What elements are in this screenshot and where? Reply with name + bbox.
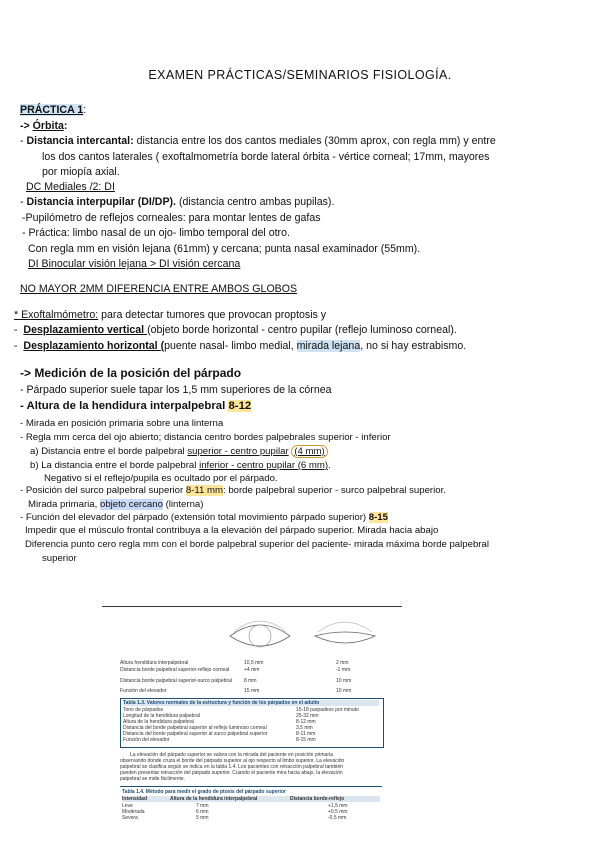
table-1-3-title: Tabla 1.3. Valores normales de la estructura y función de los párpados en el adulto (123, 700, 379, 706)
text-line (14, 309, 326, 322)
table-cell: Severa (122, 815, 138, 821)
text-line: DI Binocular visión lejana > DI visión cercana (28, 258, 241, 270)
text-line (20, 400, 251, 413)
figure-paragraph-line: pueden presentar retracción del párpado superior. Cuando el paciente mira hacia abajo, la elevación (120, 770, 343, 776)
text-line (20, 484, 446, 497)
figure-row-a: 10,5 mm (244, 660, 264, 666)
figure-row-a: 15 mm (244, 688, 260, 694)
superior-centro-pupilar: superior - centro pupilar (187, 446, 289, 457)
ptosis-eye-crease (318, 622, 372, 632)
altura-hendidura-value: 8-12 (228, 400, 252, 412)
page-title: EXAMEN PRÁCTICAS/SEMINARIOS FISIOLOGÍA. (148, 68, 452, 82)
figure-row-a: 8 mm (244, 678, 257, 684)
text-line: - Desplazamiento vertical (objeto borde horizontal - centro pupilar (reflejo luminoso corneal). (14, 324, 457, 336)
figure-row-b: 10 mm (336, 688, 352, 694)
table-cell: Altura de la hendidura palpebral (123, 719, 194, 725)
orbita-label: Órbita (32, 120, 64, 132)
table-cell: Función del elevador (123, 737, 170, 743)
text-line: Impedir que el músculo frontal contribuya a la elevación del párpado superior. Mirada hacia abajo (25, 525, 439, 536)
orbita-heading (20, 120, 67, 133)
linterna-text: (linterna) (162, 499, 204, 510)
orbita-arrow: -> (20, 120, 33, 132)
practica-colon: : (83, 104, 87, 116)
text-line (30, 459, 331, 472)
intercantal-text: distancia entre los dos cantos mediales (30mm aprox, con regla mm) y entre (133, 135, 496, 147)
table-cell: 8-12 mm (296, 719, 316, 725)
table-cell: Tono de párpados (123, 707, 164, 713)
table-cell: Longitud de la hendidura palpebral (123, 713, 201, 719)
table-cell: 25-32 mm (296, 713, 319, 719)
text-line: NO MAYOR 2MM DIFERENCIA ENTRE AMBOS GLOBOS (20, 283, 298, 295)
open-eye-crease (234, 621, 286, 632)
text-line: -Pupilómetro de reflejos corneales: para montar lentes de gafas (22, 212, 321, 224)
inferior-centro-pupilar: inferior - centro pupilar (6 mm) (199, 460, 329, 471)
desplazamiento-horizontal-end: , no si hay estrabismo. (360, 340, 467, 352)
table-1-4-title: Tabla 1.4. Método para medir el grado de ptosis del párpado superior (122, 789, 286, 795)
text-line: - Párpado superior suele tapar los 1,5 mm superiores de la córnea (20, 384, 332, 396)
text-line: Diferencia punto cero regla mm con el borde palpebral superior del paciente- mirada máxima borde palpebral (25, 539, 489, 550)
mirada-primaria-text: Mirada primaria, (28, 499, 100, 510)
distancia-b-end: . (328, 460, 331, 471)
table-1-3 (120, 698, 384, 748)
figure-rule (102, 606, 402, 607)
table-row (122, 815, 347, 821)
figure-row-b: 10 mm (336, 678, 352, 684)
practica-heading (20, 104, 86, 117)
ptosis-eye-outline (315, 632, 375, 643)
figure-row-b: -1 mm (336, 667, 351, 673)
figure-paragraph-line: palpebral se mide fácilmente. (120, 776, 186, 782)
orbita-colon: : (63, 120, 68, 132)
table-cell: 3,5 mm (296, 725, 313, 731)
mirada-lejana-highlight: mirada lejana (296, 340, 361, 352)
desplazamiento-vertical-text: (objeto borde horizontal - centro pupilar (reflejo luminoso corneal). (147, 324, 457, 336)
figure-paragraph-line: La elevación del párpado superior se valora con la mirada del paciente en posición primaria (130, 752, 333, 758)
table-cell: +1,5 mm (328, 803, 348, 809)
figure-row-label: Función del elevador (120, 688, 167, 694)
desplazamiento-horizontal-label: Desplazamiento horizontal ( (23, 340, 165, 352)
surco-label: - Posición del surco palpebral superior (20, 485, 186, 496)
text-line (28, 498, 203, 511)
text-line (30, 445, 328, 458)
open-eye-iris (249, 625, 271, 647)
text-line: superior (42, 553, 77, 564)
figure-row-label: Altura hendidura interpalpebral (120, 660, 189, 666)
practica-label: PRÁCTICA 1 (20, 104, 84, 116)
desplazamiento-horizontal-text: puente nasal- limbo medial, (164, 340, 297, 352)
exoftalmometro-text: para detectar tumores que provocan proptosis y (98, 309, 327, 321)
table-cell: Distancia del borde palpebral superior al surco palpebral superior (123, 731, 268, 737)
table-cell: Distancia del borde palpebral superior al reflejo luminoso corneal (123, 725, 267, 731)
figure-row (120, 660, 349, 666)
table-cell: 5 mm (196, 815, 209, 821)
text-line: - Mirada en posición primaria sobre una linterna (20, 418, 224, 429)
text-line (20, 511, 388, 524)
table-cell: 7 mm (196, 803, 209, 809)
section-heading: -> Medición de la posición del párpado (20, 366, 242, 380)
figure-row-label: Distancia borde palpebral superior-reflejo corneal (120, 667, 230, 673)
text-line: - Desplazamiento horizontal (puente nasal- limbo medial, mirada lejana, no si hay estrabismo. (14, 340, 467, 352)
exoftalmometro-label: * Exoftalmómetro: (14, 309, 99, 321)
figure-row (120, 678, 352, 684)
table-1-4-header (122, 796, 380, 802)
figure-row (120, 688, 352, 694)
interpupilar-label: Distancia interpupilar (DI/DP). (26, 196, 176, 208)
distancia-b-text: b) La distancia entre el borde palpebral (30, 460, 200, 471)
text-line: los dos cantos laterales ( exoftalmometría borde lateral órbita - vértice corneal; 17mm, mayores (42, 151, 490, 163)
desplazamiento-vertical-label: Desplazamiento vertical (23, 324, 148, 336)
text-line: Con regla mm en visión lejana (61mm) y cercana; punta nasal examinador (55mm). (28, 243, 421, 255)
altura-hendidura-label: - Altura de la hendidura interpalpebral (20, 400, 229, 412)
table-header-cell: Intensidad (122, 796, 148, 802)
table-cell: Leve (122, 803, 133, 809)
text-line: - Distancia intercantal: distancia entre los dos cantos mediales (30mm aprox, con regla mm) y entre (20, 135, 496, 147)
objeto-cercano-highlight: objeto cercano (99, 499, 163, 510)
interpupilar-text: (distancia centro ambas pupilas). (176, 196, 335, 208)
figure-paragraph-line: observando donde cruza el borde del párpado superior al ojo respecto al limbo superior. La elevación (120, 758, 345, 764)
text-line: - Práctica: limbo nasal de un ojo- limbo temporal del otro. (22, 227, 290, 239)
textbook-figure (120, 600, 385, 846)
figure-paragraph-line: palpebral se clasifica según se indica en la tabla 1.4. Los pacientes con retracción palpebral también (120, 764, 343, 770)
elevador-value: 8-15 (368, 512, 388, 523)
table-header-cell: Altura de la hendidura interpalpebral (170, 796, 258, 802)
figure-row (120, 667, 351, 673)
table-cell: Moderada (122, 809, 145, 815)
surco-value: 8-11 mm (185, 485, 223, 496)
intercantal-label: Distancia intercantal: (26, 135, 134, 147)
table-cell: +0,5 mm (328, 809, 348, 815)
table-cell: 6 mm (196, 809, 209, 815)
table-1-4 (120, 786, 382, 825)
table-header-cell: Distancia borde-reflejo (290, 796, 345, 802)
text-line: Negativo si el reflejo/pupila es ocultado por el párpado. (44, 473, 278, 484)
table-cell: -0,5 mm (328, 815, 347, 821)
surco-text: : borde palpebral superior - surco palpebral superior. (222, 485, 446, 496)
text-line: - Regla mm cerca del ojo abierto; distancia centro bordes palpebrales superior - inferior (20, 432, 391, 443)
text-line: por miopía axial. (42, 166, 120, 178)
text-line: - Distancia interpupilar (DI/DP). (distancia centro ambas pupilas). (20, 196, 335, 208)
text-line: DC Mediales /2: DI (26, 181, 115, 193)
distancia-a-text: a) Distancia entre el borde palpebral (30, 446, 188, 457)
table-cell: 15-18 parpadeos por minuto (296, 707, 359, 713)
figure-row-b: 2 mm (336, 660, 349, 666)
figure-row-a: +4 mm (244, 667, 260, 673)
eyelid-diagram (220, 610, 390, 662)
table-cell: 8-15 mm (296, 737, 316, 743)
elevador-label: - Función del elevador del párpado (extensión total movimiento párpado superior) (20, 512, 369, 523)
table-cell: 8-11 mm (296, 731, 316, 737)
value-4mm: (4 mm) (291, 445, 327, 458)
figure-row-label: Distancia borde palpebral superior-surco palpebral (120, 678, 233, 684)
